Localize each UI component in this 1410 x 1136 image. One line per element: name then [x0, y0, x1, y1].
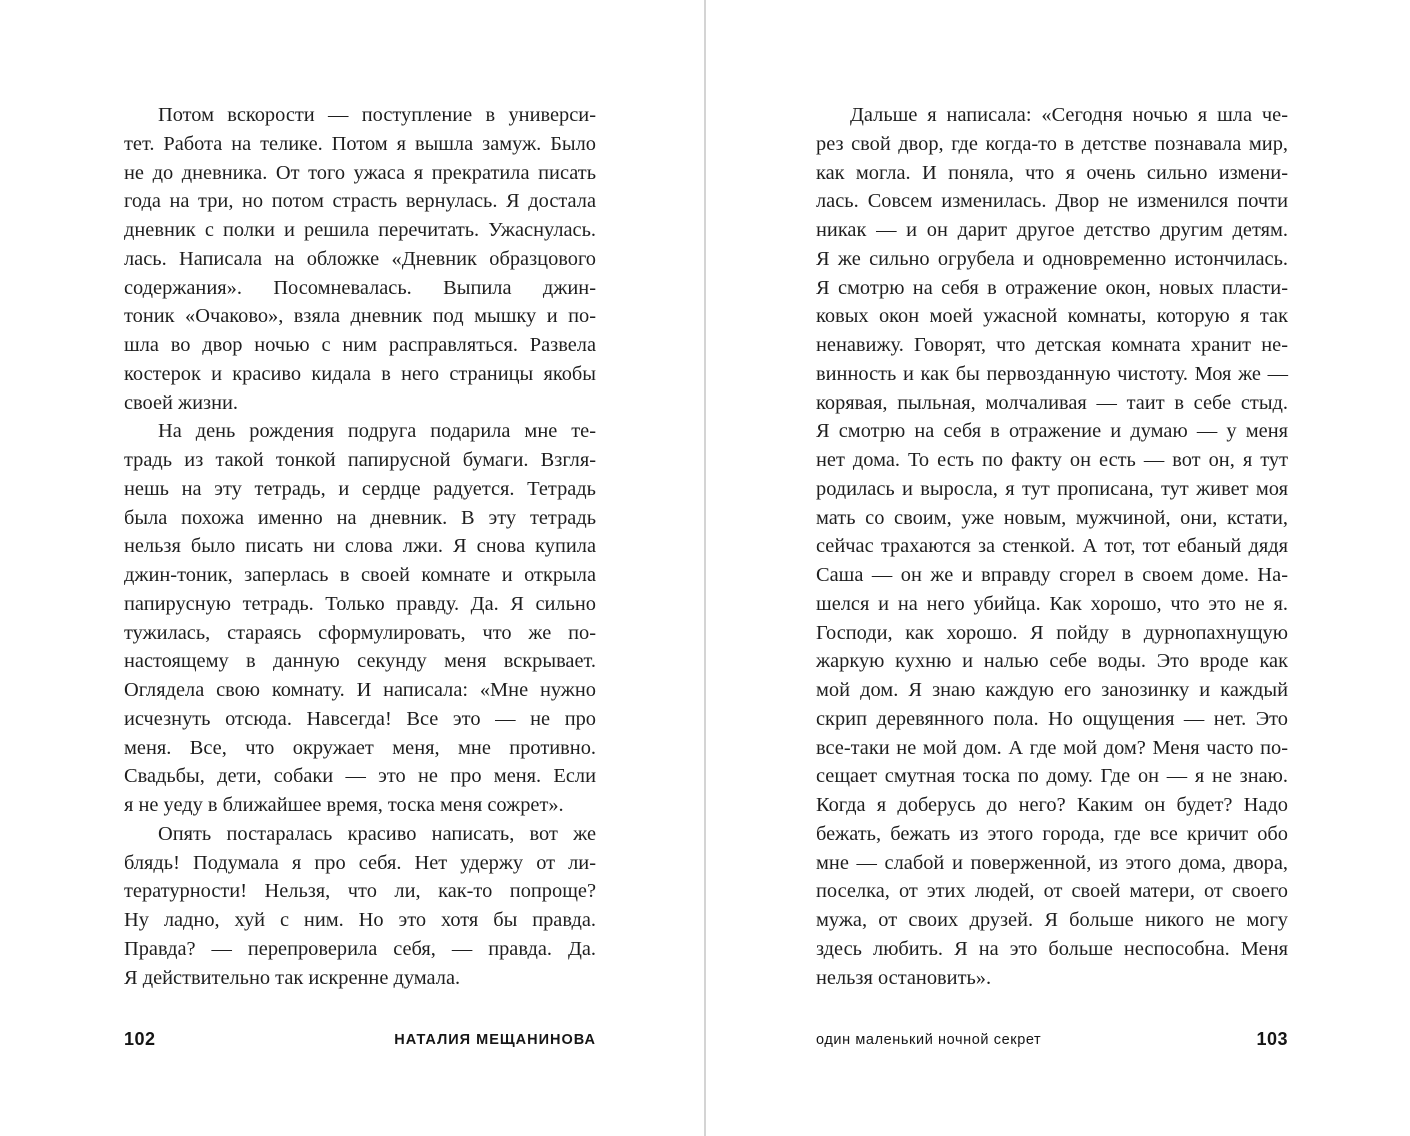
text-line: корявая, пыльная, молчаливая — таит в себе стыд. [816, 391, 1288, 414]
text-line: Я же сильно огрубела и одновременно истончилась. [816, 247, 1288, 270]
text-line: Потом вскорости — поступление в универси- [158, 104, 596, 126]
text-line: нельзя было писать ни слова лжи. Я снова купила [124, 535, 596, 558]
text-line: тужилась, стараясь сформулировать, что же по- [124, 621, 596, 644]
text-line: жаркую кухню и налью себе воды. Это вроде как [816, 650, 1288, 673]
text-line: года на три, но потом страсть вернулась. Я достала [124, 190, 596, 213]
text-line: поселка, от этих людей, от своей матери, от своего [816, 880, 1288, 903]
text-line: тоник «Очаково», взяла дневник под мышку и по- [124, 305, 596, 328]
text-line: все-таки не мой дом. А где мой дом? Меня часто по- [816, 736, 1288, 759]
text-line: нет дома. То есть по факту он есть — вот он, я тут [816, 449, 1288, 471]
text-line: дневник с полки и решила перечитать. Ужаснулась. [124, 219, 596, 241]
text-line: традь из такой тонкой папирусной бумаги. Взгля- [124, 449, 596, 471]
right-page [706, 0, 1410, 1136]
text-line: шелся и на него убийца. Как хорошо, что это не я. [816, 592, 1288, 615]
text-line: Господи, как хорошо. Я пойду в дурнопахнущую [816, 621, 1288, 644]
text-line: как могла. И поняла, что я очень сильно измени- [816, 161, 1288, 184]
text-line: рез свой двор, где когда-то в детстве познавала мир, [816, 132, 1288, 155]
text-line: нельзя остановить». [816, 966, 992, 989]
text-line: Дальше я написала: «Сегодня ночью я шла че- [850, 104, 1288, 126]
right-page-footer [816, 1027, 1288, 1051]
text-line: мать со своим, уже новым, мужчиной, они, кстати, [816, 506, 1288, 529]
text-line: ненавижу. Говорят, что детская комната хранит не- [816, 334, 1288, 356]
text-line: нешь на эту тетрадь, и сердце радуется. Тетрадь [124, 477, 596, 500]
text-line: Опять постаралась красиво написать, вот же [158, 822, 596, 845]
text-line: мне — слабой и поверженной, из этого дома, двора, [816, 851, 1288, 874]
text-line: блядь! Подумала я про себя. Нет удержу от ли- [124, 851, 596, 874]
text-line: содержания». Посомневалась. Выпила джин- [124, 276, 596, 299]
text-line: лась. Написала на обложке «Дневник образцового [124, 247, 596, 270]
text-line: костерок и красиво кидала в него страницы якобы [124, 362, 596, 385]
right-page-body [816, 101, 1288, 992]
text-line: Правда? — перепроверила себя, — правда. Да. [124, 937, 596, 960]
text-line: папирусную тетрадь. Только правду. Да. Я сильно [124, 592, 596, 615]
text-line: тературности! Нельзя, что ли, как-то попроще? [124, 880, 596, 903]
text-line: Я действительно так искренне думала. [124, 966, 461, 989]
running-head-title: один маленький ночной секрет [816, 1032, 1042, 1048]
text-line: Оглядела свою комнату. И написала: «Мне нужно [124, 679, 596, 701]
text-line: своей жизни. [124, 391, 239, 414]
page-number-left: 102 [124, 1029, 156, 1049]
left-page-body [124, 101, 596, 992]
text-line: здесь любить. Я на это больше неспособна. Меня [816, 937, 1288, 960]
text-line: бежать, бежать из этого города, где все кричит обо [816, 822, 1288, 845]
text-line: тет. Работа на телике. Потом я вышла замуж. Было [124, 132, 596, 155]
page-number-right: 103 [1256, 1029, 1288, 1049]
text-line: Свадьбы, дети, собаки — это не про меня. Если [124, 765, 596, 788]
left-page [0, 0, 704, 1136]
text-line: настоящему в данную секунду меня вскрывает. [124, 650, 596, 673]
text-line: мужа, от своих друзей. Я больше никого не могу [816, 909, 1288, 931]
text-line: винность и как бы первозданную чистоту. Моя же — [816, 362, 1288, 385]
text-line: Когда я доберусь до него? Каким он будет? Надо [816, 794, 1288, 816]
text-line: Саша — он же и вправду сгорел в своем доме. На- [816, 564, 1288, 586]
text-line: лась. Совсем изменилась. Двор не изменился почти [816, 190, 1288, 213]
text-line: Я смотрю на себя в отражение окон, новых пласти- [816, 276, 1288, 299]
text-line: сейчас трахаются за стенкой. А тот, тот ебаный дядя [816, 535, 1288, 558]
text-line: джин-тоник, заперлась в своей комнате и открыла [124, 564, 596, 586]
text-line: меня. Все, что окружает меня, мне противно. [124, 736, 596, 759]
text-line: Я смотрю на себя в отражение и думаю — у меня [816, 420, 1288, 443]
text-line: На день рождения подруга подарила мне те- [158, 420, 596, 443]
running-head-author: НАТАЛИЯ МЕЩАНИНОВА [394, 1032, 596, 1048]
text-line: Ну ладно, хуй с ним. Но это хотя бы правда. [124, 909, 596, 931]
text-line: мой дом. Я знаю каждую его занозинку и каждый [816, 679, 1288, 701]
text-line: родилась и выросла, я тут прописана, тут живет моя [816, 477, 1288, 500]
text-line: была похожа именно на дневник. В эту тетрадь [124, 506, 596, 529]
text-line: исчезнуть отсюда. Навсегда! Все это — не про [124, 707, 596, 730]
text-line: сещает смутная тоска по дому. Где он — я не знаю. [816, 765, 1288, 788]
left-page-footer [124, 1027, 596, 1051]
text-line: я не уеду в ближайшее время, тоска меня сожрет». [124, 794, 564, 816]
text-line: никак — и он дарит другое детство другим детям. [816, 219, 1288, 241]
text-line: не до дневника. От того ужаса я прекратила писать [124, 161, 596, 184]
text-line: шла во двор ночью с ним расправляться. Развела [124, 334, 596, 356]
text-line: скрип деревянного пола. Но ощущения — нет. Это [816, 707, 1288, 730]
text-line: ковых окон моей ужасной комнаты, которую я так [816, 305, 1288, 328]
